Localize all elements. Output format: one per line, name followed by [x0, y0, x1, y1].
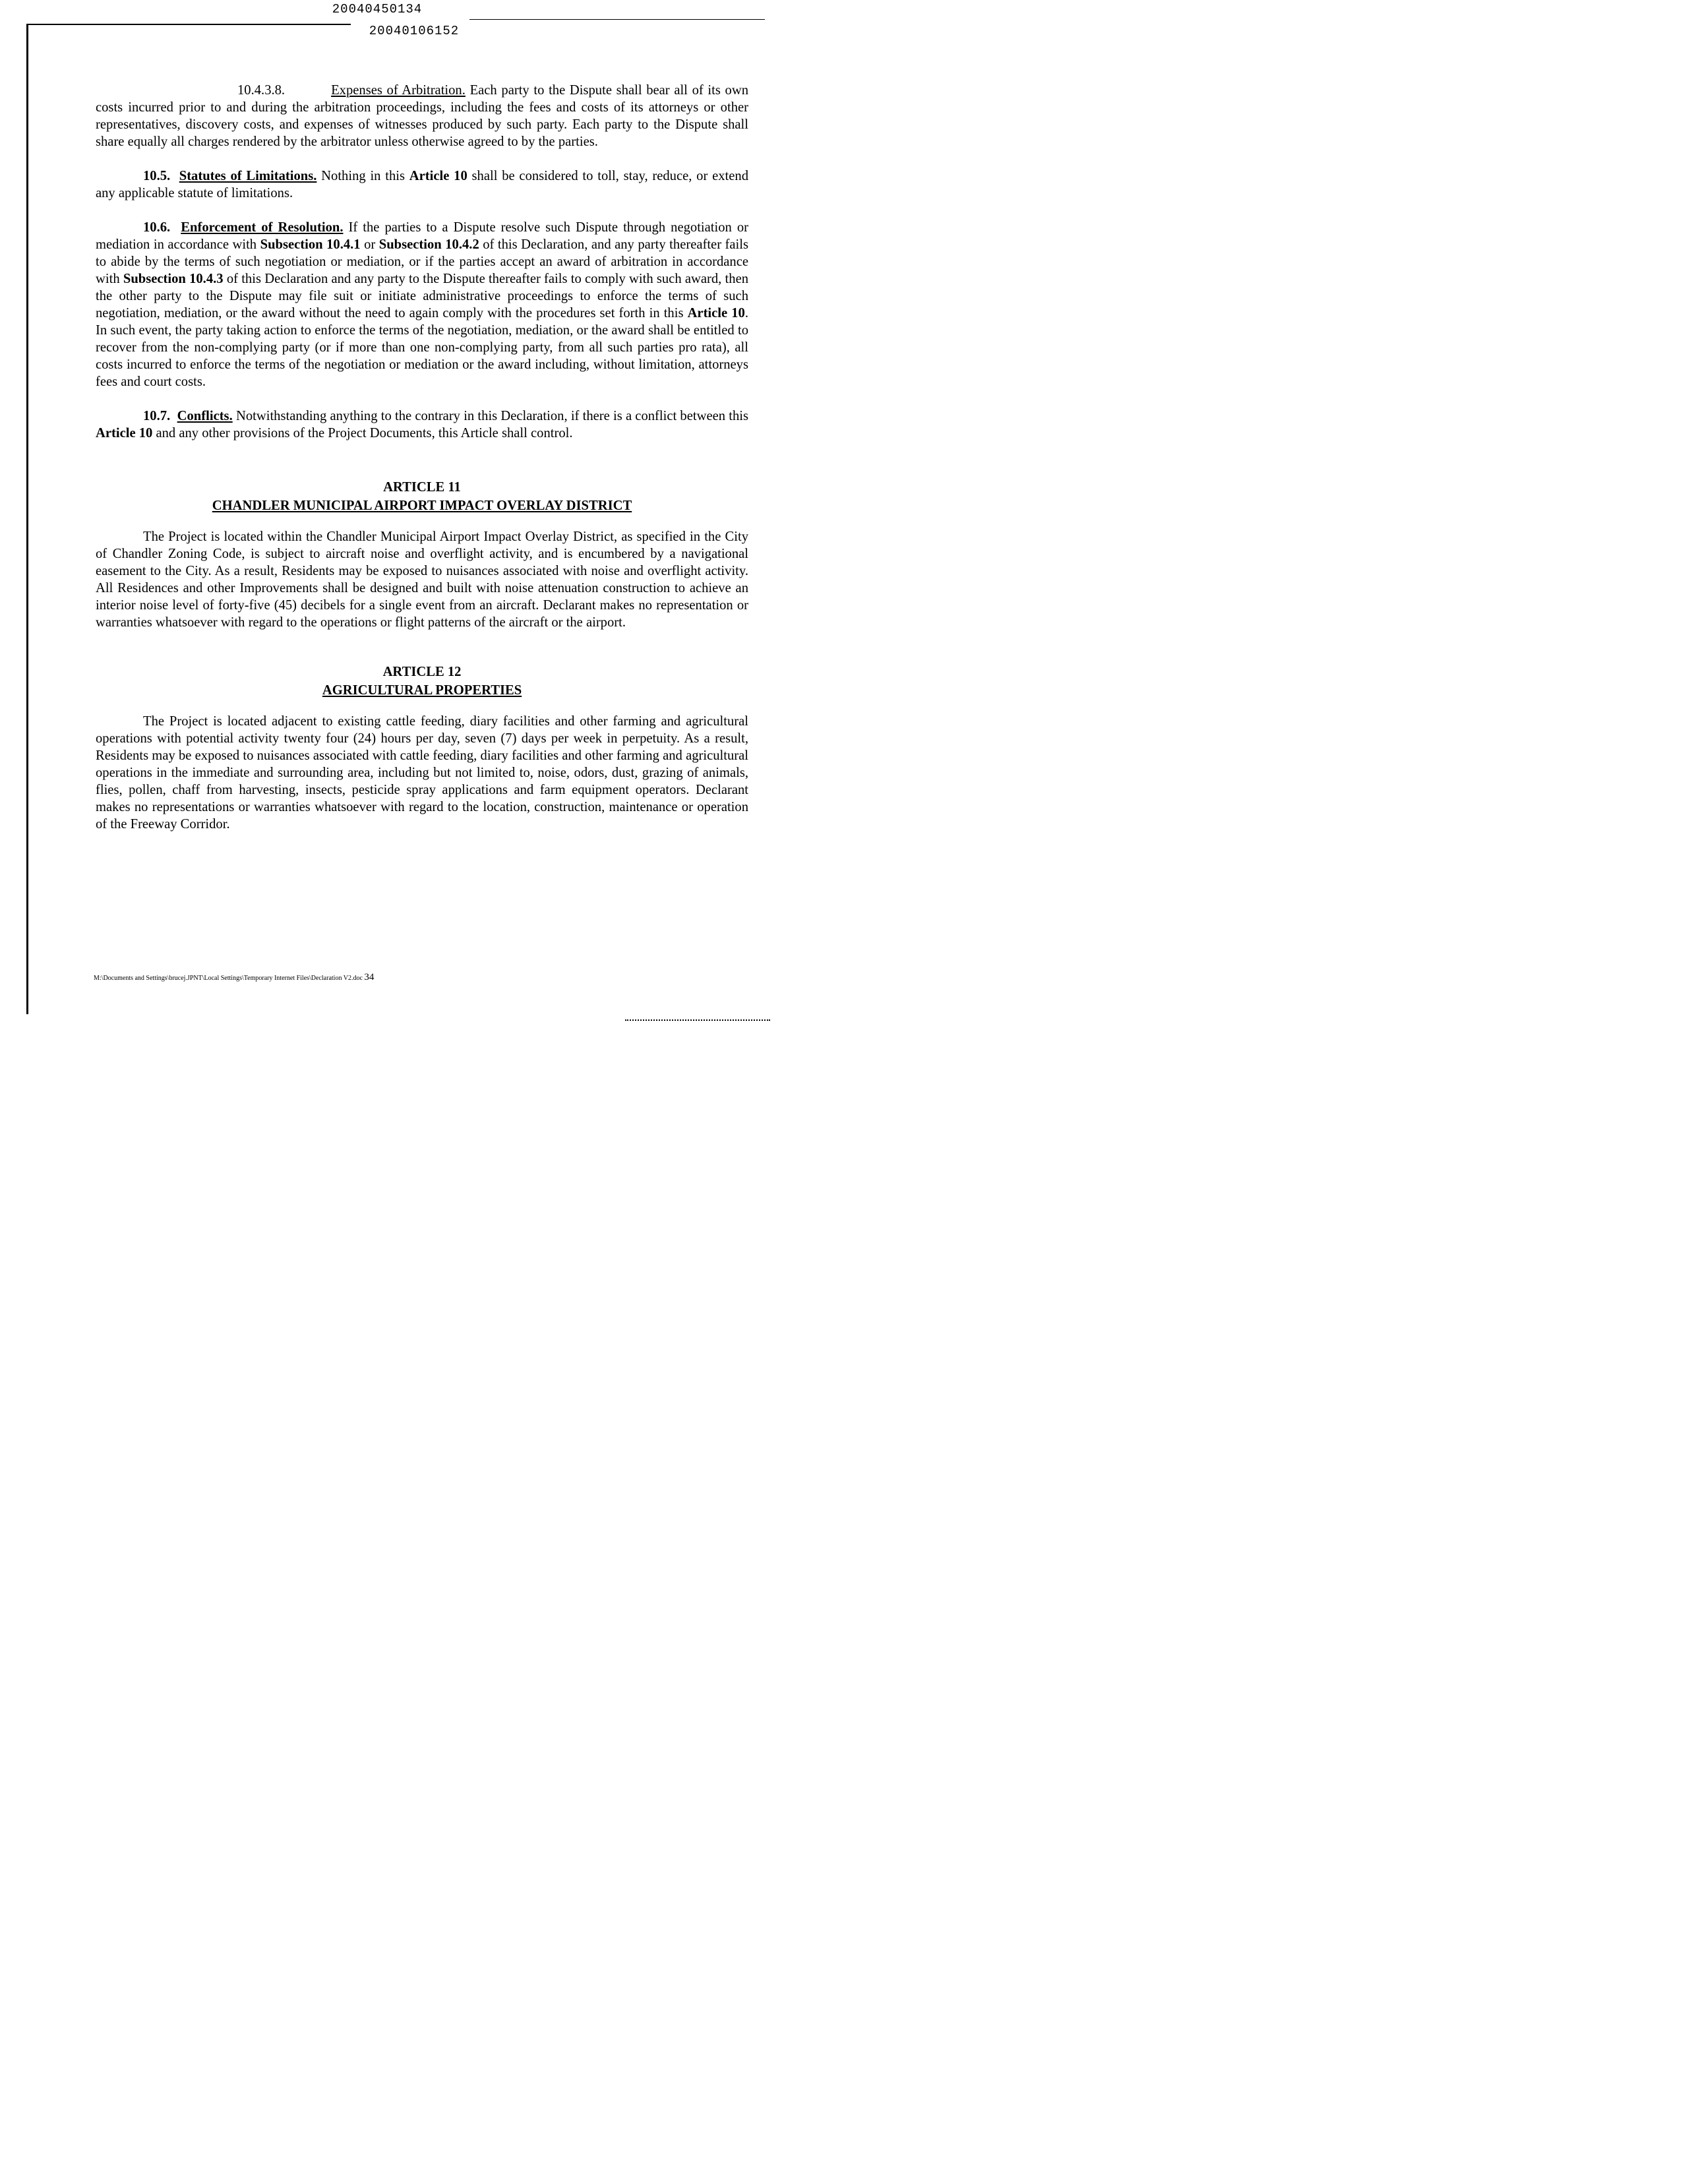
section-number: 10.7.: [143, 409, 171, 423]
section-text: of this Declaration and any party to the Dispute thereafter fails to comply with such award, then the other party to the Dispute may file suit or initiate administrative proceedings to enforce the terms of such negotiation, mediation, or the award without the need to again comply with the procedures set forth in this: [96, 272, 749, 320]
section-text: Nothing in this: [316, 169, 409, 183]
page-number: 34: [364, 972, 375, 983]
section-title: Conflicts.: [177, 409, 233, 423]
footer: [94, 972, 374, 983]
article-reference: Article 10: [687, 306, 745, 320]
article-11-heading: [96, 478, 748, 515]
article-12-body: The Project is located adjacent to existing cattle feeding, diary facilities and other farming and agricultural operations with potential activity twenty four (24) hours per day, seven (7) days per week in perpetuity. As a result, Residents may be exposed to nuisances associated with cattle feeding, diary facilities and other farming and agricultural operations in the immediate and surrounding area, including but not limited to, noise, odors, dust, grazing of animals, flies, pollen, chaff from harvesting, insects, pesticide spray applications and farm equipment operators. Declarant makes no representations or warranties whatsoever with regard to the location, construction, maintenance or operation of the Freeway Corridor.: [96, 714, 748, 832]
top-right-border-rule: [469, 19, 765, 20]
bottom-dotted-rule: [625, 1019, 770, 1021]
article-title: AGRICULTURAL PROPERTIES: [322, 683, 522, 698]
section-10-5: [96, 167, 748, 202]
article-reference: Article 10: [409, 169, 467, 183]
section-title: Expenses of Arbitration.: [331, 83, 466, 98]
section-text: Each party to the Dispute shall bear all of its own costs incurred prior to and during the arbitration proceedings, including the fees and costs of its attorneys or other representatives, discovery costs, and expenses of witnesses produced by such party. Each party to the Dispute shall share equally all charges rendered by the arbitrator unless otherwise agreed to by the parties.: [96, 83, 749, 149]
section-number: 10.5.: [143, 169, 171, 183]
section-10-7: [96, 408, 748, 442]
section-text: shall be considered to toll, stay, reduce, or extend any applicable statute of limitations.: [96, 169, 748, 200]
article-title: CHANDLER MUNICIPAL AIRPORT IMPACT OVERLAY DISTRICT: [212, 499, 632, 513]
footer-file-path: M:\Documents and Settings\brucej.JPNT\Local Settings\Temporary Internet Files\Declaration V2.doc: [94, 975, 363, 982]
article-reference: Article 10: [96, 426, 153, 440]
article-number: ARTICLE 11: [383, 480, 461, 495]
document-stamp-number-secondary: 20040106152: [369, 24, 460, 38]
section-number: 10.4.3.8.: [237, 83, 286, 98]
section-text: and any other provisions of the Project Documents, this Article shall control.: [152, 426, 573, 440]
article-11-body: The Project is located within the Chandler Municipal Airport Impact Overlay District, as specified in the City of Chandler Zoning Code, is subject to aircraft noise and overflight activity, and is encumbered by a navigational easement to the City. As a result, Residents may be exposed to nuisances associated with noise and overflight activity. All Residences and other Improvements shall be designed and built with noise attenuation construction to achieve an interior noise level of forty-five (45) decibels for a single event from an aircraft. Declarant makes no representation or warranties whatsoever with regard to the operations or flight patterns of the aircraft or the airport.: [96, 530, 748, 630]
subsection-reference: Subsection 10.4.1: [260, 237, 361, 252]
top-border-rule: [26, 24, 351, 25]
section-text: If the parties to a Dispute resolve such Dispute through negotiation or mediation in accordance with: [96, 220, 748, 252]
section-10-6: [96, 219, 748, 390]
section-text: . In such event, the party taking action to enforce the terms of the negotiation, mediation, or the award shall be entitled to recover from the non-complying party (or if more than one non-complying party, from all such parties pro rata), all costs incurred to enforce the terms of the negotiation or mediation or the award including, without limitation, attorneys fees and court costs.: [96, 306, 748, 389]
document-body: [96, 82, 748, 833]
section-text: Notwithstanding anything to the contrary in this Declaration, if there is a conflict between this: [232, 409, 749, 423]
section-title: Statutes of Limitations.: [179, 169, 317, 183]
left-border-rule: [26, 24, 28, 1014]
subsection-reference: Subsection 10.4.2: [378, 237, 479, 252]
section-title: Enforcement of Resolution.: [181, 220, 344, 235]
section-number: 10.6.: [143, 220, 171, 235]
document-stamp-number: 20040450134: [332, 2, 423, 16]
section-10-4-3-8: [96, 82, 748, 150]
article-number: ARTICLE 12: [382, 665, 462, 679]
article-12-heading: [96, 663, 748, 700]
section-text: or: [360, 237, 379, 252]
section-text: of this Declaration, and any party thereafter fails to abide by the terms of such negotiation or mediation, or if the parties accept an award of arbitration in accordance with: [96, 237, 749, 286]
subsection-reference: Subsection 10.4.3: [123, 272, 224, 286]
